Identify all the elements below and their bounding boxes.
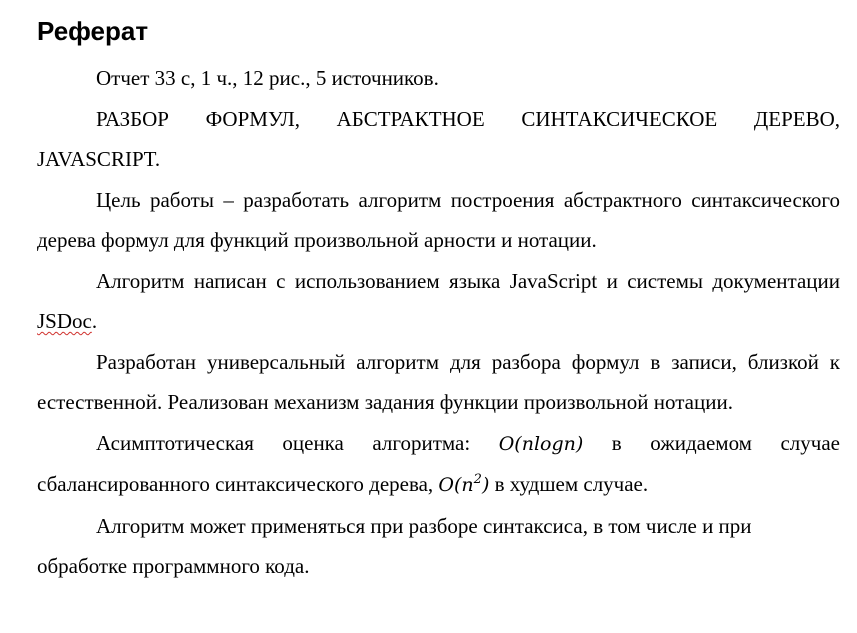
application-paragraph: Алгоритм может применяться при разборе синтаксиса, в том числе и при обработке программного кода. — [37, 513, 752, 578]
summary-paragraph: Отчет 33 с, 1 ч., 12 рис., 5 источников. — [96, 66, 439, 90]
worst-formula-exponent: 2 — [473, 472, 482, 487]
worst-complexity-formula — [438, 474, 489, 496]
abstract-heading: Реферат — [37, 16, 149, 46]
complexity-paragraph — [37, 423, 840, 506]
worst-formula-base: O(n — [438, 474, 474, 496]
result-paragraph: Разработан универсальный алгоритм для разбора формул в записи, близкой к естественной. Реализован механизм задания функции произвольной нотации. — [37, 349, 840, 414]
tools-text: Алгоритм написан с использованием языка JavaScript и системы документации — [96, 268, 840, 293]
complexity-text: Асимптотическая оценка алгоритма: — [96, 430, 499, 455]
jsdoc-misspelled-term: JSDoc — [37, 309, 92, 333]
complexity-text-middle: в ожидаемом случае сбалансированного синтаксического дерева, — [37, 430, 840, 496]
worst-formula-close: ) — [481, 474, 490, 496]
goal-paragraph: Цель работы – разработать алгоритм построения абстрактного синтаксического дерева формул для функций произвольной арности и нотации. — [37, 187, 840, 252]
expected-complexity-formula: O(nlogn) — [498, 432, 584, 455]
tools-text-end: . — [91, 309, 98, 333]
document-page — [37, 0, 840, 587]
complexity-text-end: в худшем случае. — [489, 472, 649, 496]
tools-paragraph — [37, 261, 840, 342]
keywords-paragraph: РАЗБОР ФОРМУЛ, АБСТРАКТНОЕ СИНТАКСИЧЕСКОЕ ДЕРЕВО, JAVASCRIPT. — [37, 106, 840, 171]
